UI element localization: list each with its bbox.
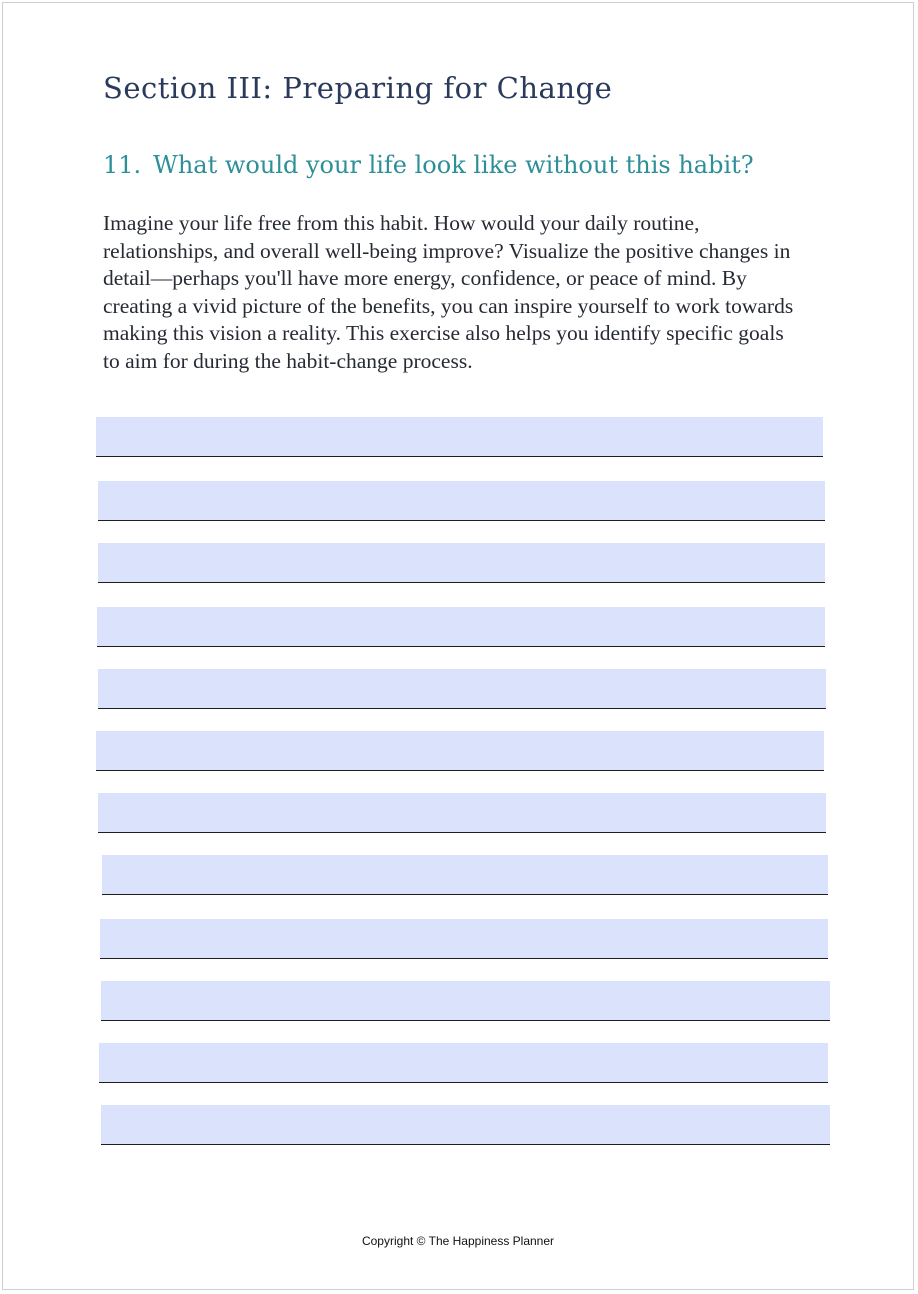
writing-line-7[interactable]	[98, 793, 826, 833]
writing-line-1[interactable]	[96, 417, 823, 457]
writing-line-2[interactable]	[98, 481, 825, 521]
writing-line-4[interactable]	[97, 607, 825, 647]
writing-line-5[interactable]	[98, 669, 826, 709]
writing-line-9[interactable]	[100, 919, 828, 959]
instructions-paragraph: Imagine your life free from this habit. How would your daily routine, relationships, and overall well-being improve? Visualize the positive changes in detail—perhaps you'll have more energy, confidence, or peace of mind. By creating a vivid picture of the benefits, you can inspire yourself to work towards making this vision a reality. This exercise also helps you identify specific goals to aim for during the habit-change process.	[103, 211, 794, 373]
writing-line-10[interactable]	[101, 981, 830, 1021]
writing-line-8[interactable]	[102, 855, 828, 895]
writing-line-3[interactable]	[98, 543, 825, 583]
question-text: What would your life look like without this habit?	[153, 151, 754, 179]
writing-line-6[interactable]	[96, 731, 824, 771]
question-number: 11.	[103, 151, 142, 179]
worksheet-page	[2, 2, 914, 1290]
writing-line-12[interactable]	[101, 1105, 830, 1145]
section-title: Section III: Preparing for Change	[103, 71, 613, 105]
writing-line-11[interactable]	[99, 1043, 828, 1083]
copyright-footer: Copyright © The Happiness Planner	[361, 1234, 555, 1248]
writing-lines	[3, 3, 913, 1289]
